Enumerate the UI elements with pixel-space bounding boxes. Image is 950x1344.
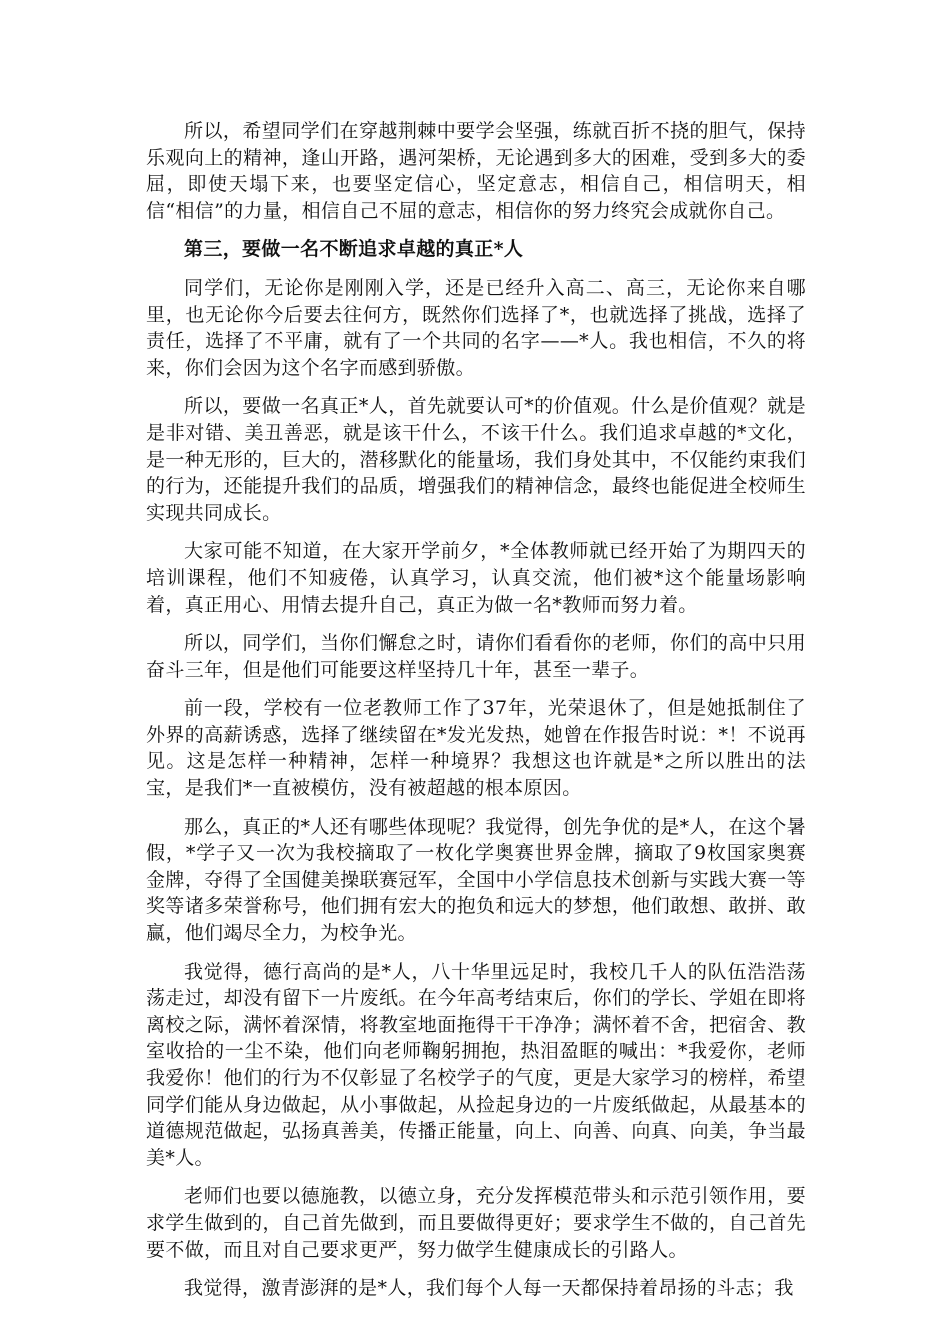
document-page bbox=[146, 118, 806, 1314]
paragraph-teacher-training: 大家可能不知道，在大家开学前夕，*全体教师就已经开始了为期四天的培训课程，他们不知疲倦，认真学习，认真交流，他们被*这个能量场影响着，真正用心、用情去提升自己，真正为做一名*教师而努力着。 bbox=[146, 540, 806, 616]
paragraph-retired-teacher: 前一段，学校有一位老教师工作了37年，光荣退休了，但是她抵制住了外界的高薪诱惑，选择了继续留在*发光发热，她曾在作报告时说：*！不说再见。这是怎样一种精神，怎样一种境界？我想这也许就是*之所以胜出的法宝，是我们*一直被模仿，没有被超越的根本原因。 bbox=[146, 697, 806, 800]
paragraph-teachers-example: 老师们也要以德施教，以德立身，充分发挥模范带头和示范引领作用，要求学生做到的，自己首先做到，而且要做得更好；要求学生不做的，自己首先要不做，而且对自己要求更严，努力做学生健康成长的引路人。 bbox=[146, 1185, 806, 1261]
paragraph-perseverance: 所以，希望同学们在穿越荆棘中要学会坚强，练就百折不挠的胆气，保持乐观向上的精神，逢山开路，遇河架桥，无论遇到多大的困难，受到多大的委屈，即使天塌下来，也要坚定信心，坚定意志，相信自己，相信明天，相信“相信”的力量，相信自己不屈的意志，相信你的努力终究会成就你自己。 bbox=[146, 120, 806, 222]
paragraph-look-at-teachers: 所以，同学们，当你们懈怠之时，请你们看看你的老师，你们的高中只用奋斗三年，但是他们可能要这样坚持几十年，甚至一辈子。 bbox=[146, 632, 806, 681]
paragraph-students-choice: 同学们，无论你是刚刚入学，还是已经升入高二、高三，无论你来自哪里，也无论你今后要去往何方，既然你们选择了*，也就选择了挑战，选择了责任，选择了不平庸，就有了一个共同的名字——*人。我也相信，不久的将来，你们会因为这个名字而感到骄傲。 bbox=[146, 276, 806, 379]
paragraph-passion: 我觉得，激青澎湃的是*人，我们每个人每一天都保持着昂扬的斗志；我 bbox=[184, 1277, 794, 1300]
paragraph-values: 所以，要做一名真正*人，首先就要认可*的价值观。什么是价值观？就是是非对错、美丑善恶，就是该干什么，不该干什么。我们追求卓越的*文化，是一种无形的，巨大的，潜移默化的能量场，我们身处其中，不仅能约束我们的行为，还能提升我们的品质，增强我们的精神信念，最终也能促进全校师生实现共同成长。 bbox=[146, 395, 806, 524]
section-heading-third: 第三，要做一名不断追求卓越的真正*人 bbox=[184, 238, 524, 261]
paragraph-excellence: 那么，真正的*人还有哪些体现呢？我觉得，创先争优的是*人，在这个暑假，*学子又一次为我校摘取了一枚化学奥赛世界金牌，摘取了9枚国家奥赛金牌，夺得了全国健美操联赛冠军，全国中小学信息技术创新与实践大赛一等奖等诸多荣誉称号，他们拥有宏大的抱负和远大的梦想，他们敢想、敢拼、敢赢，他们竭尽全力，为校争光。 bbox=[146, 815, 806, 945]
paragraph-virtue: 我觉得，德行高尚的是*人，八十华里远足时，我校几千人的队伍浩浩荡荡走过，却没有留下一片废纸。在今年高考结束后，你们的学长、学姐在即将离校之际，满怀着深情，将教室地面拖得干干净净；满怀着不舍，把宿舍、教室收拾的一尘不染，他们向老师鞠躬拥抱，热泪盈眶的喊出：*我爱你，老师我爱你！他们的行为不仅彰显了名校学子的气度，更是大家学习的榜样，希望同学们能从身边做起，从小事做起，从捡起身边的一片废纸做起，从最基本的道德规范做起，弘扬真善美，传播正能量，向上、向善、向真、向美，争当最美*人。 bbox=[146, 960, 806, 1169]
